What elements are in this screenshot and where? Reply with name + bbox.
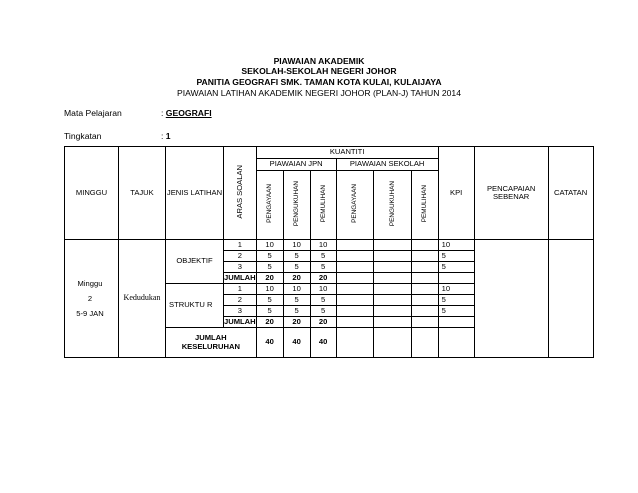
col-catatan: CATATAN	[548, 147, 593, 240]
col-sek-pengukuhan: PENGUKUHAN	[373, 171, 411, 240]
table-row: 3 5 5 5 5	[65, 262, 594, 273]
table-row: 3 5 5 5 5	[65, 306, 594, 317]
col-kpi: KPI	[438, 147, 474, 240]
col-jpn-pengayaan: PENGAYAAN	[256, 171, 283, 240]
subject-label: Mata Pelajaran	[64, 108, 122, 118]
minggu-number: 2	[87, 294, 93, 303]
jenis-objektif: OBJEKTIF	[166, 240, 224, 284]
col-piawaian-jpn: PIAWAIAN JPN	[256, 159, 336, 171]
col-jpn-pemulihan: PEMULIHAN	[310, 171, 336, 240]
table-row: 2 5 5 5 5	[65, 295, 594, 306]
table-row: Minggu 2 5-9 JAN Kedudukan OBJEKTIF 1 10 10 10 10	[65, 240, 594, 251]
col-jenis: JENIS LATIHAN	[166, 147, 224, 240]
col-aras	[224, 147, 257, 240]
col-jpn-pengukuhan: PENGUKUHAN	[283, 171, 310, 240]
form-value: 1	[165, 131, 171, 141]
doc-title: PIAWAIAN AKADEMIK	[273, 56, 365, 66]
col-sek-pengayaan: PENGAYAAN	[336, 171, 373, 240]
total-row: JUMLAH 20 20 20	[65, 273, 594, 284]
form-label: Tingkatan	[64, 131, 102, 141]
minggu-label: Minggu	[77, 279, 103, 288]
doc-subtitle: SEKOLAH-SEKOLAH NEGERI JOHOR	[241, 66, 397, 76]
jenis-struktur: STRUKTU R	[166, 284, 224, 328]
col-sek-pemulihan: PEMULIHAN	[411, 171, 438, 240]
col-minggu: MINGGU	[65, 147, 119, 240]
tajuk-cell: Kedudukan	[119, 240, 166, 358]
doc-panel: PANITIA GEOGRAFI SMK. TAMAN KOTA KULAI, KULAIJAYA	[196, 77, 442, 87]
plan-table	[64, 146, 594, 358]
grand-total-row: JUMLAH KESELURUHAN 40 40 40	[65, 328, 594, 358]
subject-sep: :	[161, 108, 164, 118]
col-piawaian-sekolah: PIAWAIAN SEKOLAH	[336, 159, 438, 171]
col-pencapaian: PENCAPAIAN SEBENAR	[474, 147, 548, 240]
col-kuantiti: KUANTITI	[256, 147, 438, 159]
form-value-wrap	[161, 131, 171, 141]
form-sep: :	[161, 131, 164, 141]
table-row: 2 5 5 5 5	[65, 251, 594, 262]
col-tajuk: TAJUK	[119, 147, 166, 240]
col-aras-text: ARAS SOALAN	[234, 165, 244, 219]
total-row: JUMLAH 20 20 20	[65, 317, 594, 328]
doc-program: PIAWAIAN LATIHAN AKADEMIK NEGERI JOHOR (PLAN-J) TAHUN 2014	[177, 88, 461, 98]
grand-total-label: JUMLAH KESELURUHAN	[166, 328, 257, 358]
table-row: STRUKTU R 1 10 10 10 10	[65, 284, 594, 295]
minggu-dates: 5-9 JAN	[76, 309, 104, 318]
minggu-cell	[65, 240, 119, 358]
subject-value: GEOGRAFI	[165, 108, 212, 118]
subject-value-wrap	[161, 108, 212, 118]
